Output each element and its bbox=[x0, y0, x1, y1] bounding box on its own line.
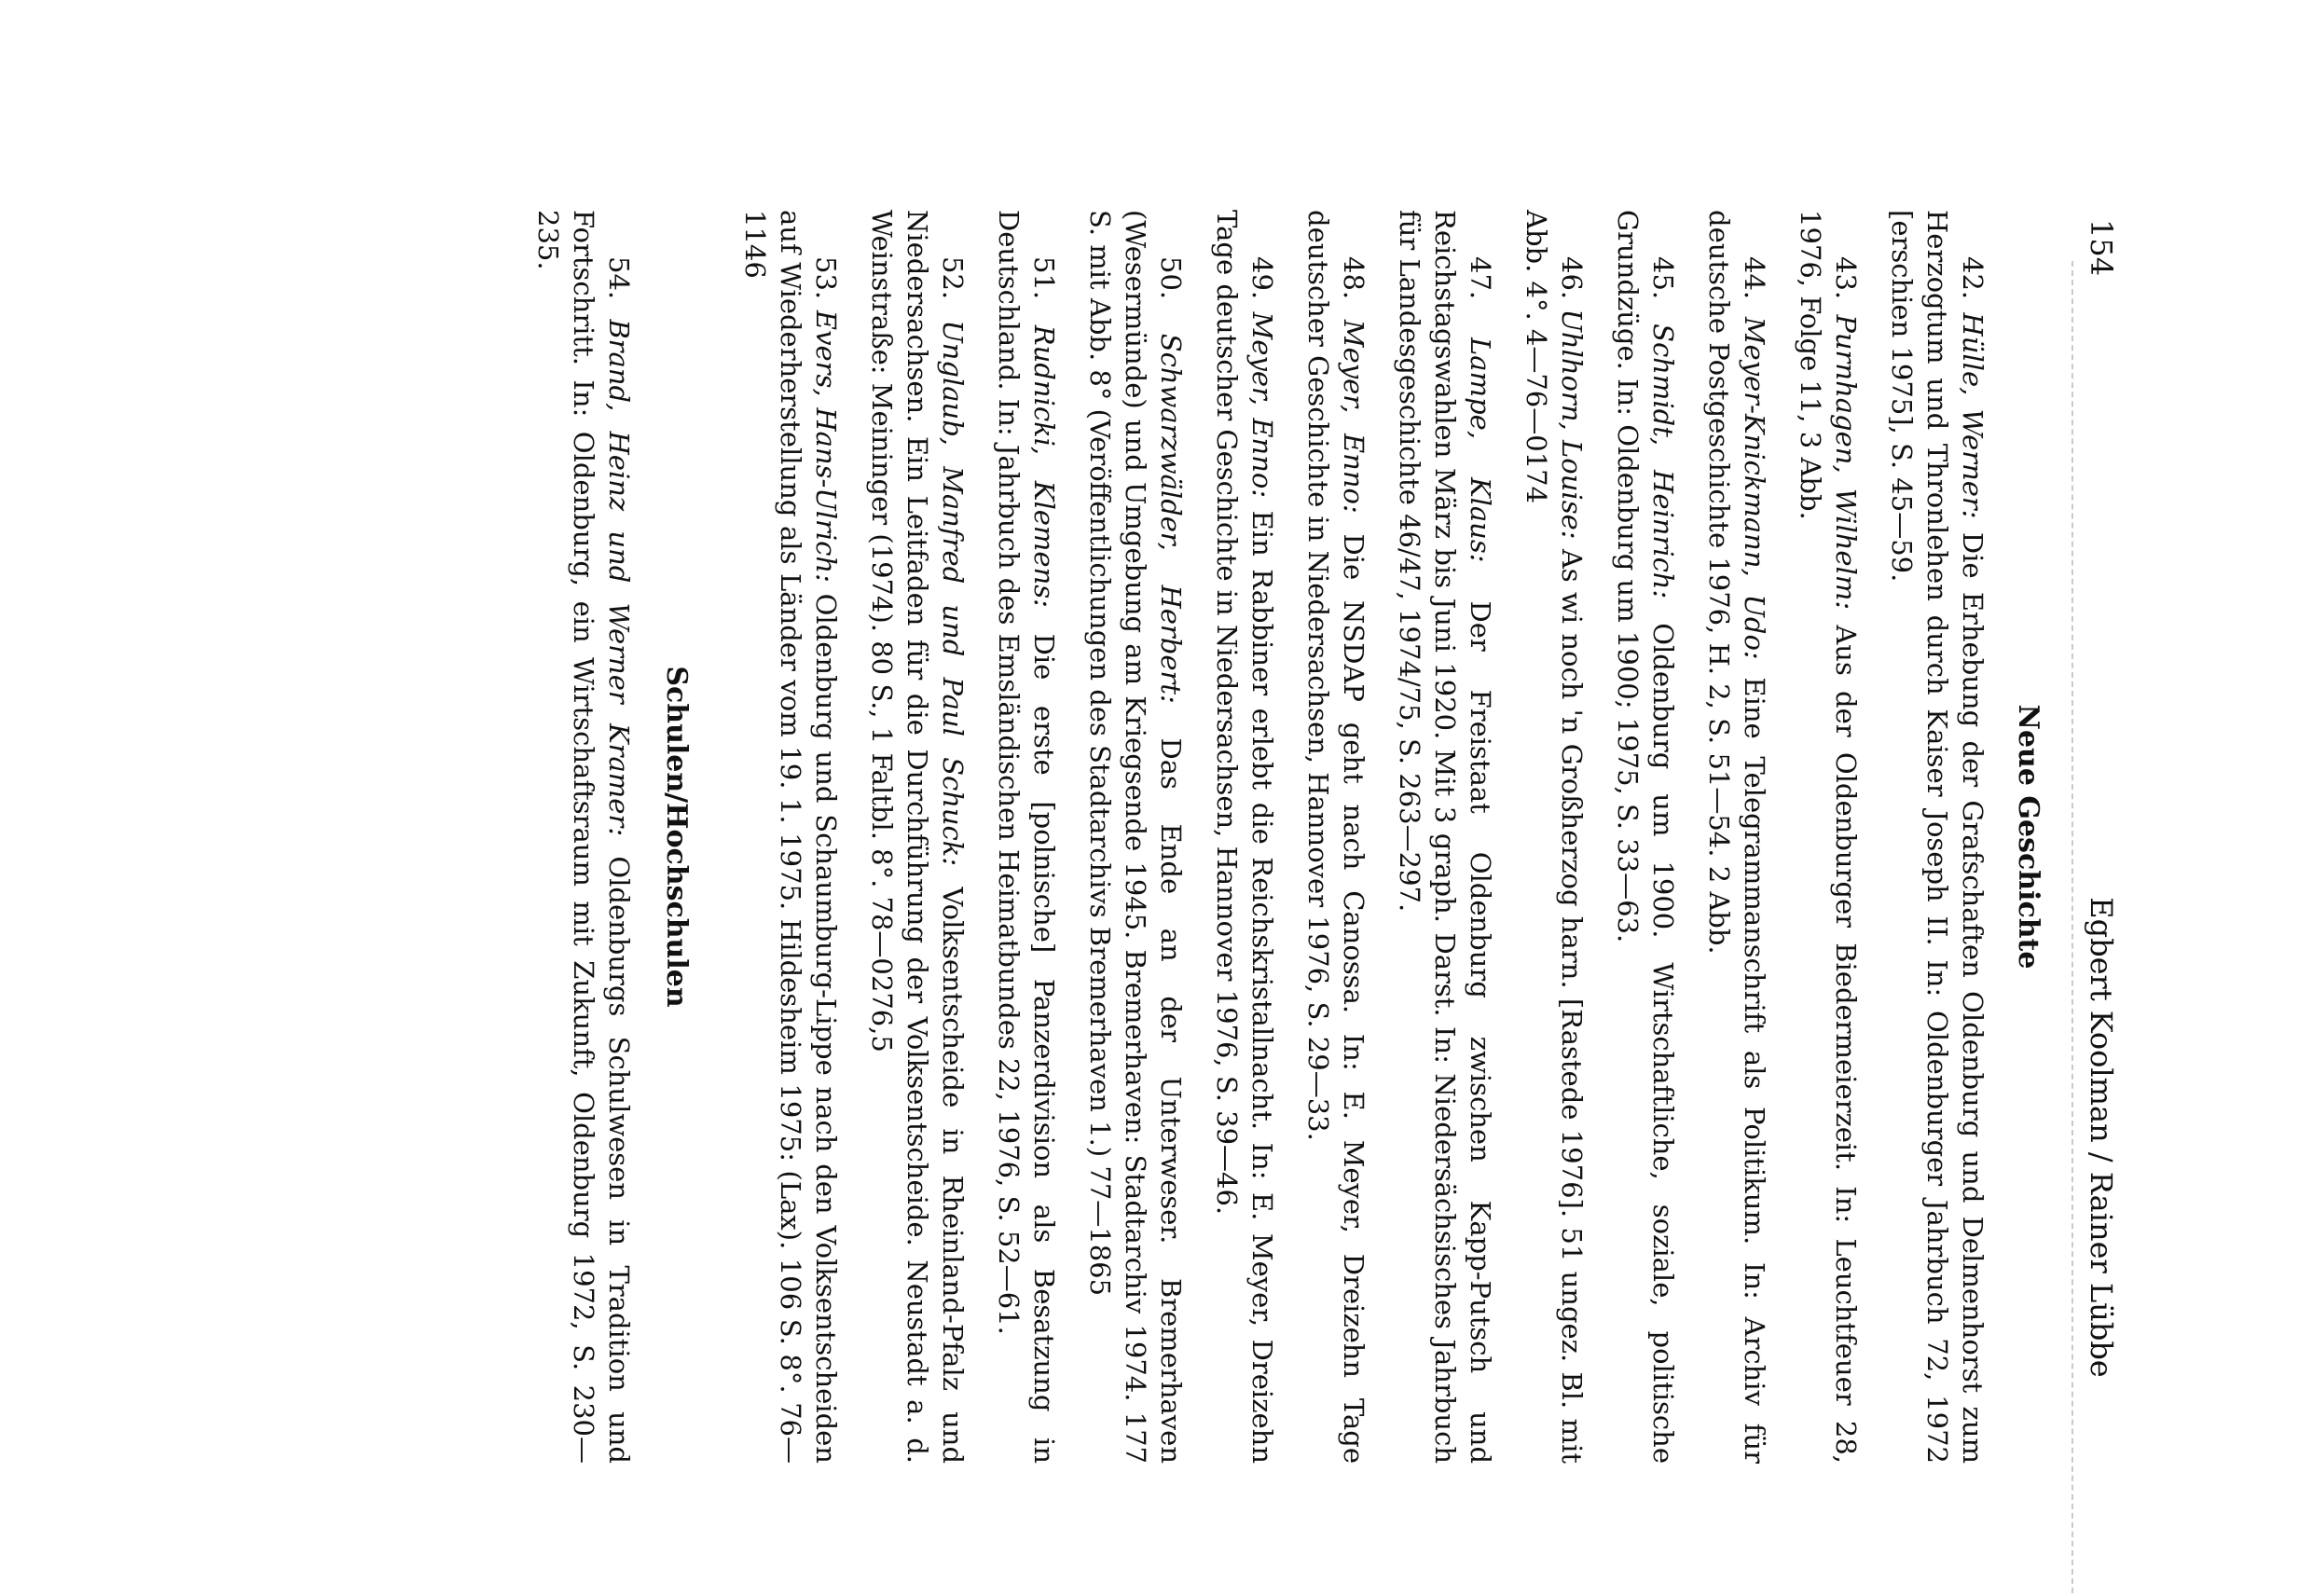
bib-entry bbox=[1300, 210, 1371, 1464]
page-header bbox=[2084, 219, 2119, 1596]
bib-entry bbox=[530, 210, 637, 1464]
entry-author: Unglaub, Manfred und Paul Schuck: bbox=[937, 320, 969, 867]
entry-author: Evers, Hans-Ulrich: bbox=[810, 310, 842, 583]
entry-author: Meyer-Knickmann, Udo: bbox=[1739, 316, 1770, 660]
page-number: 154 bbox=[2084, 219, 2119, 277]
entry-text: Die NSDAP geht nach Canossa. In: E. Meyer, Dreizehn Tage deutscher Geschichte in Niedersachsen, Hannover 1976, S. 29—33. bbox=[1302, 210, 1369, 1464]
entry-author: Schwarzwälder, Herbert: bbox=[1155, 333, 1187, 704]
bib-entry bbox=[864, 210, 970, 1464]
entry-number: 54. bbox=[603, 256, 635, 300]
entry-author: Meyer, Enno: bbox=[1338, 319, 1369, 514]
running-head: Egbert Koolman / Rainer Lübbe bbox=[2084, 897, 2119, 1378]
bib-entry bbox=[1610, 210, 1681, 1464]
entry-number: 49. bbox=[1246, 256, 1278, 300]
bib-entry bbox=[1209, 210, 1280, 1464]
entry-text: Aus der Oldenburger Biedermeierzeit. In: Leuchtfeuer 28, 1976, Folge 11, 3 Abb. bbox=[1795, 210, 1862, 1464]
entry-text: Der Freistaat Oldenburg zwischen Kapp-Putsch und Reichstagswahlen März bis Juni 1920. Mit 3 graph. Darst. In: Niedersächsisches Jahrbuch für Landesgeschichte 46/47, 1974/75, S. 263—297. bbox=[1394, 210, 1496, 1465]
entry-number: 44. bbox=[1739, 256, 1770, 300]
entry-text: Eine Telegrammanschrift als Politikum. In: Archiv für deutsche Postgeschichte 1976, H. 2, S. 51—54. 2 Abb. bbox=[1703, 210, 1770, 1465]
header-rule bbox=[2071, 261, 2073, 1596]
entry-number: 48. bbox=[1338, 256, 1369, 300]
section-heading-neue-geschichte: Neue Geschichte bbox=[2012, 704, 2044, 970]
entry-author: Lampe, Klaus: bbox=[1465, 337, 1496, 563]
entry-text: Das Ende an der Unterweser. Bremerhaven (Wesermünde) und Umgebung am Kriegsende 1945. Bremerhaven: Stadtarchiv 1974. 177 S. mit Abb. 8° (Veröffentlichungen des Stadtarchivs Bremerhaven 1.) 77—1865 bbox=[1084, 210, 1187, 1465]
entry-text: Die erste [polnische] Panzerdivision als Besatzung in Deutschland. In: Jahrbuch des Emsländischen Heimatbundes 22, 1976, S. 52—61. bbox=[993, 210, 1060, 1465]
entry-number: 52. bbox=[937, 256, 969, 300]
entry-author: Meyer, Enno: bbox=[1246, 311, 1278, 499]
entry-number: 42. bbox=[1957, 256, 1989, 300]
entry-author: Purnhagen, Wilhelm: bbox=[1830, 314, 1862, 611]
entry-text: Ein Rabbiner erlebt die Reichskristallnacht. In: E. Meyer, Dreizehn Tage deutscher Geschichte in Niedersachsen, Hannover 1976, S. 39—46. bbox=[1211, 210, 1278, 1464]
bib-entry bbox=[1519, 210, 1590, 1464]
entry-number: 51. bbox=[1028, 256, 1060, 300]
bib-entry bbox=[991, 210, 1062, 1464]
entry-number: 45. bbox=[1647, 256, 1679, 300]
entry-number: 47. bbox=[1465, 256, 1496, 300]
bib-entry bbox=[1082, 210, 1189, 1464]
section-heading-schulen-hochschulen: Schulen/Hochschulen bbox=[660, 666, 693, 1008]
entry-author: Uhlhorn, Louise: bbox=[1556, 309, 1588, 540]
entry-number: 43. bbox=[1830, 256, 1862, 300]
bib-entry bbox=[1701, 210, 1772, 1464]
entry-text: Oldenburg und Schaumburg-Lippe nach den Volksentscheiden auf Wiederherstellung als Länder vom 19. 1. 1975. Hildesheim 1975: (Lax). 106 S. 8°. 76—1146 bbox=[739, 210, 842, 1464]
entry-text: Oldenburg um 1900. Wirtschaftliche, soziale, politische Grundzüge. In: Oldenburg um 1900; 1975, S. 33—63. bbox=[1612, 210, 1679, 1465]
entry-author: Brand, Heinz und Werner Kramer: bbox=[603, 319, 635, 837]
entry-text: Volksentscheide in Rheinland-Pfalz und Niedersachsen. Ein Leitfaden für die Durchführung der Volksentscheide. Neustadt a. d. Weinstraße: Meininger (1974). 80 S., 1 Faltbl. 8°. 78—0276,5 bbox=[866, 210, 969, 1465]
bib-entry bbox=[1793, 210, 1864, 1464]
entry-author: Schmidt, Heinrich: bbox=[1647, 323, 1679, 599]
entry-number: 46. bbox=[1556, 256, 1588, 300]
entry-author: Hülle, Werner: bbox=[1957, 312, 1989, 519]
bib-entry bbox=[737, 210, 844, 1464]
bib-entry bbox=[1392, 210, 1498, 1464]
entry-number: 53. bbox=[810, 256, 842, 300]
entry-author: Rudnicki, Klemens: bbox=[1028, 324, 1060, 608]
entry-text: Oldenburgs Schulwesen in Tradition und Fortschritt. In: Oldenburg, ein Wirtschaftsraum mit Zukunft, Oldenburg 1972, S. 230—235. bbox=[532, 210, 635, 1464]
entry-text: As wi noch 'n Großherzog harn. [Rastede 1976]. 51 ungez. Bl. mit Abb. 4°. 4—76—0174 bbox=[1521, 210, 1588, 1465]
entry-text: Die Erhebung der Grafschaften Oldenburg und Delmenhorst zum Herzogtum und Thronlehen durch Kaiser Joseph II. In: Oldenburger Jahrbuch 72, 1972 [erschien 1975], S. 45—59. bbox=[1886, 210, 1989, 1464]
bib-entry bbox=[1884, 210, 1990, 1464]
bibliography-body bbox=[510, 210, 2046, 1464]
entry-number: 50. bbox=[1155, 256, 1187, 300]
